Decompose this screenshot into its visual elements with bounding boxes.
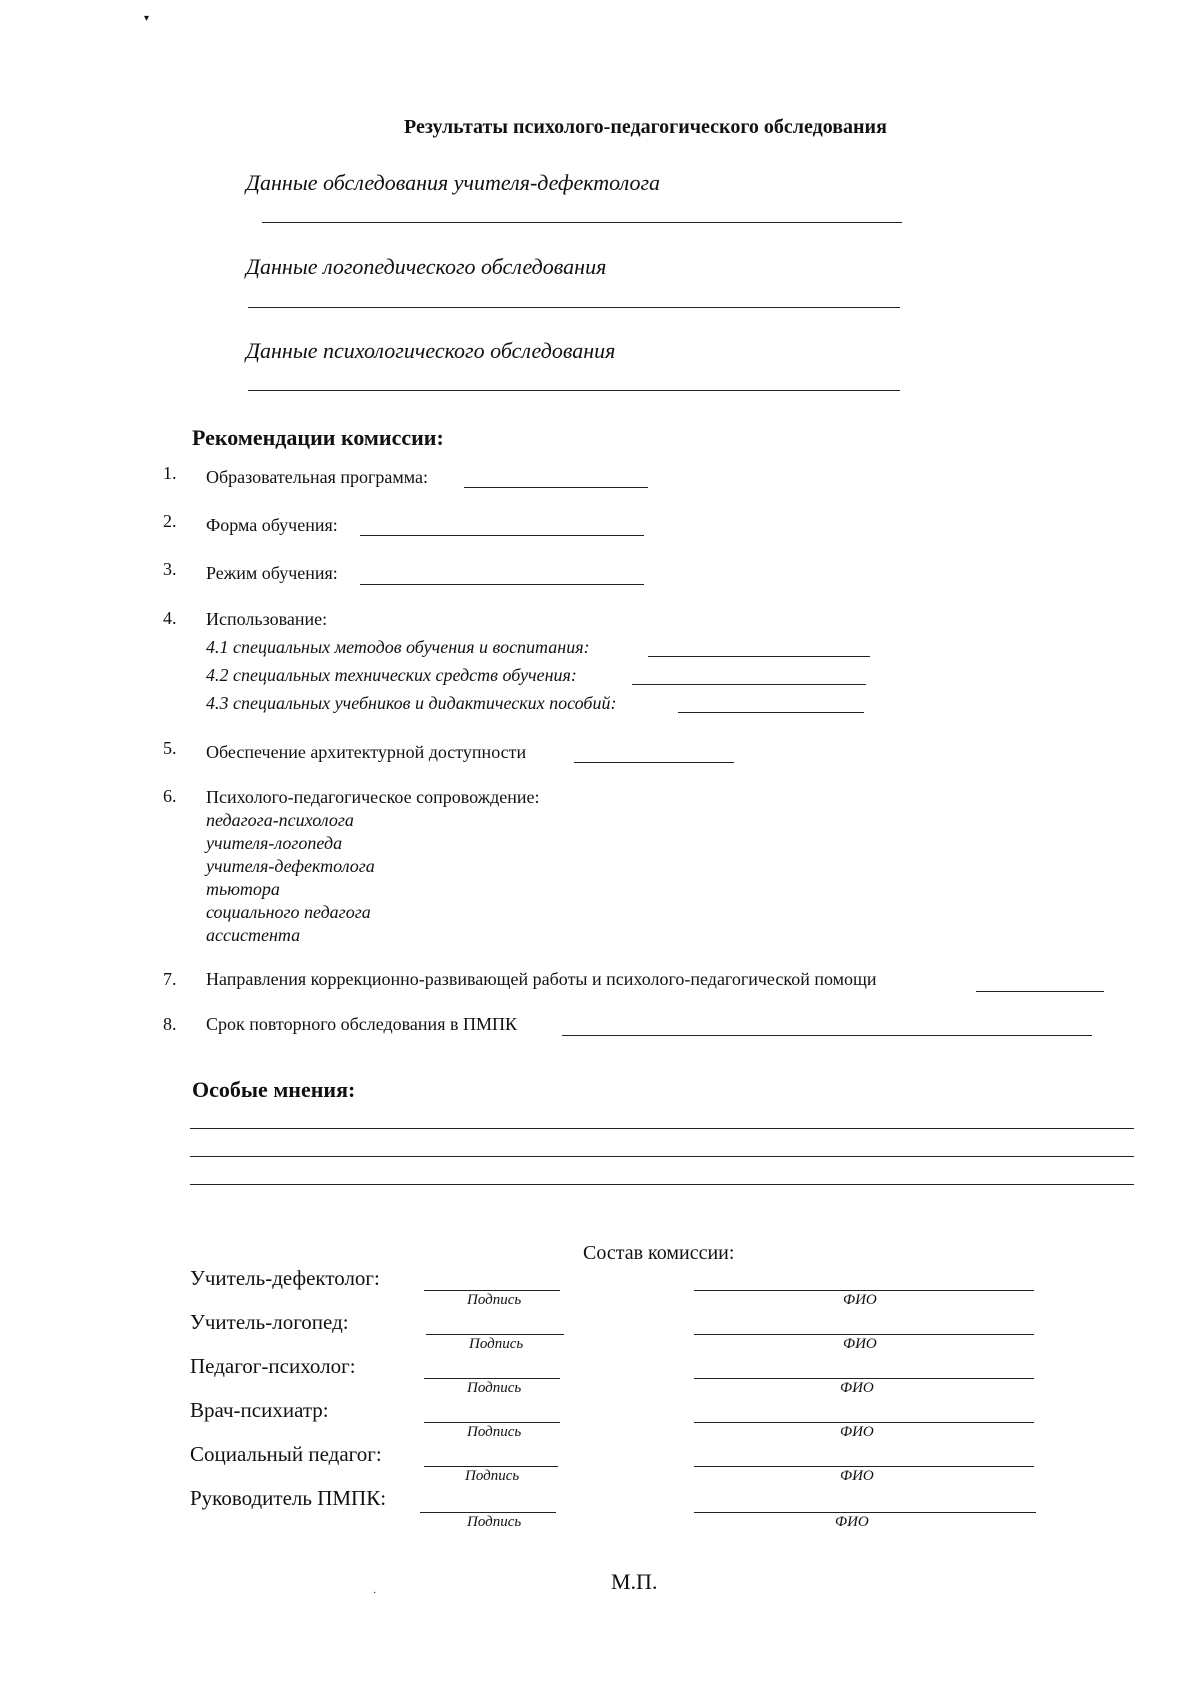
item-edu-program-line[interactable] bbox=[464, 487, 648, 488]
support-psychologist: педагога-психолога bbox=[206, 810, 354, 830]
document-title: Результаты психолого-педагогического обследования bbox=[404, 116, 887, 138]
signature-caption: Подпись bbox=[467, 1292, 522, 1308]
member-head: Руководитель ПМПК: bbox=[190, 1486, 387, 1510]
signature-caption: Подпись bbox=[467, 1424, 522, 1440]
name-caption: ФИО bbox=[843, 1292, 877, 1308]
item-number: 7. bbox=[163, 969, 177, 989]
item-usage: Использование: bbox=[206, 609, 328, 629]
signature-caption: Подпись bbox=[467, 1380, 522, 1396]
usage-tech-means-line[interactable] bbox=[632, 684, 866, 685]
item-reexam-date: Срок повторного обследования в ПМПК bbox=[206, 1014, 517, 1034]
item-correction-directions: Направления коррекционно-развивающей работы и психолого-педагогической помощи bbox=[206, 969, 877, 989]
exam-psych-line[interactable] bbox=[248, 390, 900, 391]
recommendations-heading: Рекомендации комиссии: bbox=[192, 425, 444, 450]
support-social-pedagogue: социального педагога bbox=[206, 902, 371, 922]
name-line[interactable] bbox=[694, 1290, 1034, 1291]
usage-methods-line[interactable] bbox=[648, 656, 870, 657]
name-line[interactable] bbox=[694, 1378, 1034, 1379]
name-caption: ФИО bbox=[840, 1468, 874, 1484]
name-line[interactable] bbox=[694, 1334, 1034, 1335]
support-defectologist: учителя-дефектолога bbox=[206, 856, 375, 876]
signature-line[interactable] bbox=[420, 1512, 556, 1513]
opinions-heading: Особые мнения: bbox=[192, 1077, 356, 1102]
signature-caption: Подпись bbox=[465, 1468, 520, 1484]
signature-line[interactable] bbox=[424, 1466, 558, 1467]
signature-line[interactable] bbox=[426, 1334, 564, 1335]
item-number: 8. bbox=[163, 1014, 177, 1034]
signature-line[interactable] bbox=[424, 1290, 560, 1291]
name-caption: ФИО bbox=[835, 1514, 869, 1530]
name-line[interactable] bbox=[694, 1422, 1034, 1423]
item-study-form-line[interactable] bbox=[360, 535, 644, 536]
item-number: 6. bbox=[163, 786, 177, 806]
item-study-mode: Режим обучения: bbox=[206, 563, 338, 583]
exam-speech-label: Данные логопедического обследования bbox=[246, 254, 607, 279]
name-caption: ФИО bbox=[840, 1380, 874, 1396]
usage-textbooks: 4.3 специальных учебников и дидактических пособий: bbox=[206, 693, 617, 713]
member-psychologist: Педагог-психолог: bbox=[190, 1354, 356, 1378]
usage-tech-means: 4.2 специальных технических средств обучения: bbox=[206, 665, 577, 685]
support-tutor: тьютора bbox=[206, 879, 280, 899]
corner-scan-mark: ▾ bbox=[144, 13, 150, 24]
item-accessibility-line[interactable] bbox=[574, 762, 734, 763]
signature-caption: Подпись bbox=[467, 1514, 522, 1530]
commission-heading: Состав комиссии: bbox=[583, 1242, 735, 1264]
item-number: 4. bbox=[163, 608, 177, 628]
name-line[interactable] bbox=[694, 1466, 1034, 1467]
opinions-line[interactable] bbox=[190, 1128, 1134, 1129]
item-number: 2. bbox=[163, 511, 177, 531]
item-support: Психолого-педагогическое сопровождение: bbox=[206, 787, 540, 807]
usage-textbooks-line[interactable] bbox=[678, 712, 864, 713]
item-correction-directions-line[interactable] bbox=[976, 991, 1104, 992]
item-number: 1. bbox=[163, 463, 177, 483]
signature-line[interactable] bbox=[424, 1422, 560, 1423]
signature-caption: Подпись bbox=[469, 1336, 524, 1352]
exam-defectologist-line[interactable] bbox=[262, 222, 902, 223]
item-accessibility: Обеспечение архитектурной доступности bbox=[206, 742, 527, 762]
name-caption: ФИО bbox=[843, 1336, 877, 1352]
support-speech-therapist: учителя-логопеда bbox=[206, 833, 343, 853]
scan-dot-mark: · bbox=[373, 1588, 377, 1599]
name-caption: ФИО bbox=[840, 1424, 874, 1440]
stamp-place-label: М.П. bbox=[611, 1569, 658, 1594]
usage-methods: 4.1 специальных методов обучения и воспитания: bbox=[206, 637, 590, 657]
member-social-pedagogue: Социальный педагог: bbox=[190, 1442, 382, 1466]
item-number: 5. bbox=[163, 738, 177, 758]
exam-speech-line[interactable] bbox=[248, 307, 900, 308]
opinions-line[interactable] bbox=[190, 1184, 1134, 1185]
item-study-form: Форма обучения: bbox=[206, 515, 338, 535]
exam-psych-label: Данные психологического обследования bbox=[246, 338, 616, 363]
item-reexam-date-line[interactable] bbox=[562, 1035, 1092, 1036]
member-defectologist: Учитель-дефектолог: bbox=[190, 1266, 380, 1290]
exam-defectologist-label: Данные обследования учителя-дефектолога bbox=[246, 170, 661, 195]
item-study-mode-line[interactable] bbox=[360, 584, 644, 585]
item-edu-program: Образовательная программа: bbox=[206, 467, 429, 487]
name-line[interactable] bbox=[694, 1512, 1036, 1513]
support-assistant: ассистента bbox=[206, 925, 301, 945]
item-number: 3. bbox=[163, 559, 177, 579]
opinions-line[interactable] bbox=[190, 1156, 1134, 1157]
member-speech-therapist: Учитель-логопед: bbox=[190, 1310, 349, 1334]
member-psychiatrist: Врач-психиатр: bbox=[190, 1398, 329, 1422]
signature-line[interactable] bbox=[424, 1378, 560, 1379]
